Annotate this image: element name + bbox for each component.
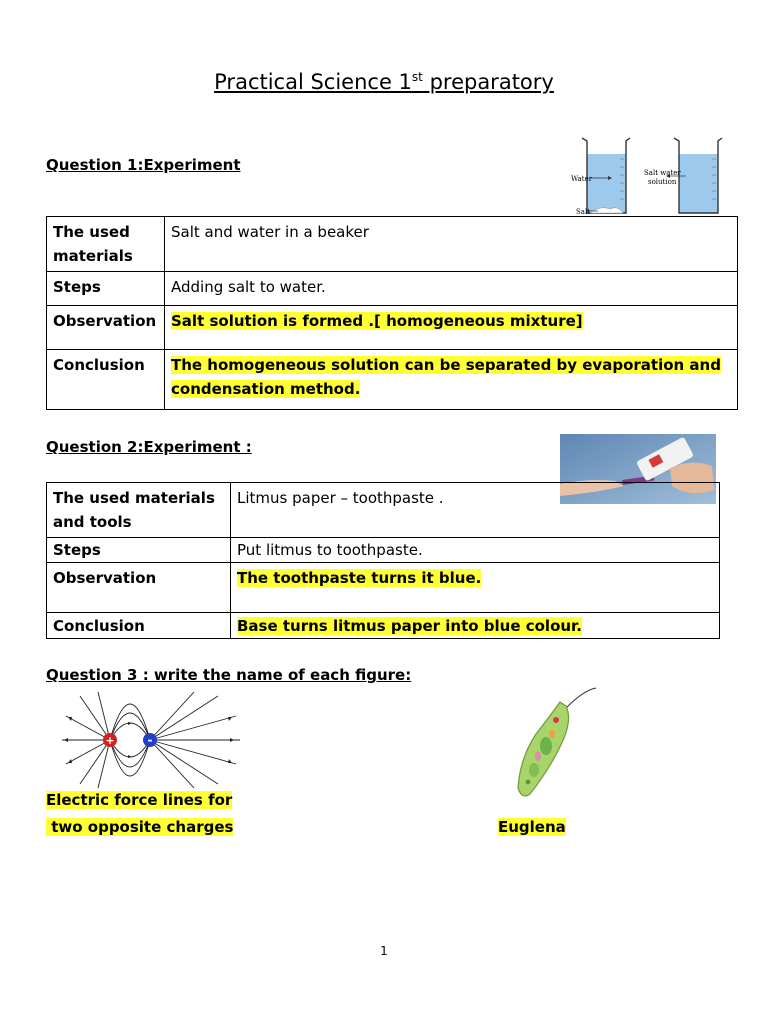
row-value	[165, 350, 738, 410]
solution-label-1: Salt water	[644, 169, 681, 177]
electric-field-figure	[58, 692, 244, 788]
table-row	[47, 563, 720, 613]
row-value	[231, 563, 720, 613]
question-1-table	[46, 216, 738, 410]
highlight-text: The homogeneous solution can be separated by evaporation and condensation method.	[171, 356, 721, 398]
highlight-text: The toothpaste turns it blue.	[237, 569, 482, 587]
table-row	[47, 538, 720, 563]
question-1-heading: Question 1:Experiment	[46, 156, 241, 174]
table-row	[47, 217, 738, 272]
beakers-figure	[560, 133, 740, 219]
row-label: Observation	[47, 306, 165, 350]
row-label: Steps	[47, 272, 165, 306]
highlight-text: Base turns litmus paper into blue colour.	[237, 617, 583, 635]
svg-text:-: -	[147, 733, 153, 747]
row-value	[165, 306, 738, 350]
question-2-heading: Question 2:Experiment :	[46, 438, 252, 456]
question-2-table	[46, 482, 720, 639]
row-value: Litmus paper – toothpaste .	[231, 483, 720, 538]
salt-label: Salt	[576, 208, 591, 216]
table-row	[47, 306, 738, 350]
svg-text:+: +	[105, 734, 115, 747]
row-value: Adding salt to water.	[165, 272, 738, 306]
row-label: Conclusion	[47, 613, 231, 639]
table-row	[47, 272, 738, 306]
row-label: Steps	[47, 538, 231, 563]
row-label: Conclusion	[47, 350, 165, 410]
highlight-text: Salt solution is formed .[ homogeneous mixture]	[171, 312, 583, 330]
figure-1-caption: Electric force lines for two opposite charges	[46, 791, 234, 836]
table-row	[47, 483, 720, 538]
figure-2-caption: Euglena	[498, 818, 566, 836]
row-label: The used materials and tools	[47, 483, 231, 538]
page-number: 1	[380, 944, 388, 958]
row-value: Salt and water in a beaker	[165, 217, 738, 272]
row-value: Put litmus to toothpaste.	[231, 538, 720, 563]
row-value	[231, 613, 720, 639]
page-title: Practical Science 1st preparatory	[214, 70, 554, 94]
water-label: Water	[571, 175, 593, 183]
table-row	[47, 350, 738, 410]
solution-label-2: solution	[648, 178, 677, 186]
euglena-figure	[500, 684, 604, 804]
row-label: The used materials	[47, 217, 165, 272]
table-row	[47, 613, 720, 639]
question-3-heading: Question 3 : write the name of each figure:	[46, 666, 412, 684]
row-label: Observation	[47, 563, 231, 613]
